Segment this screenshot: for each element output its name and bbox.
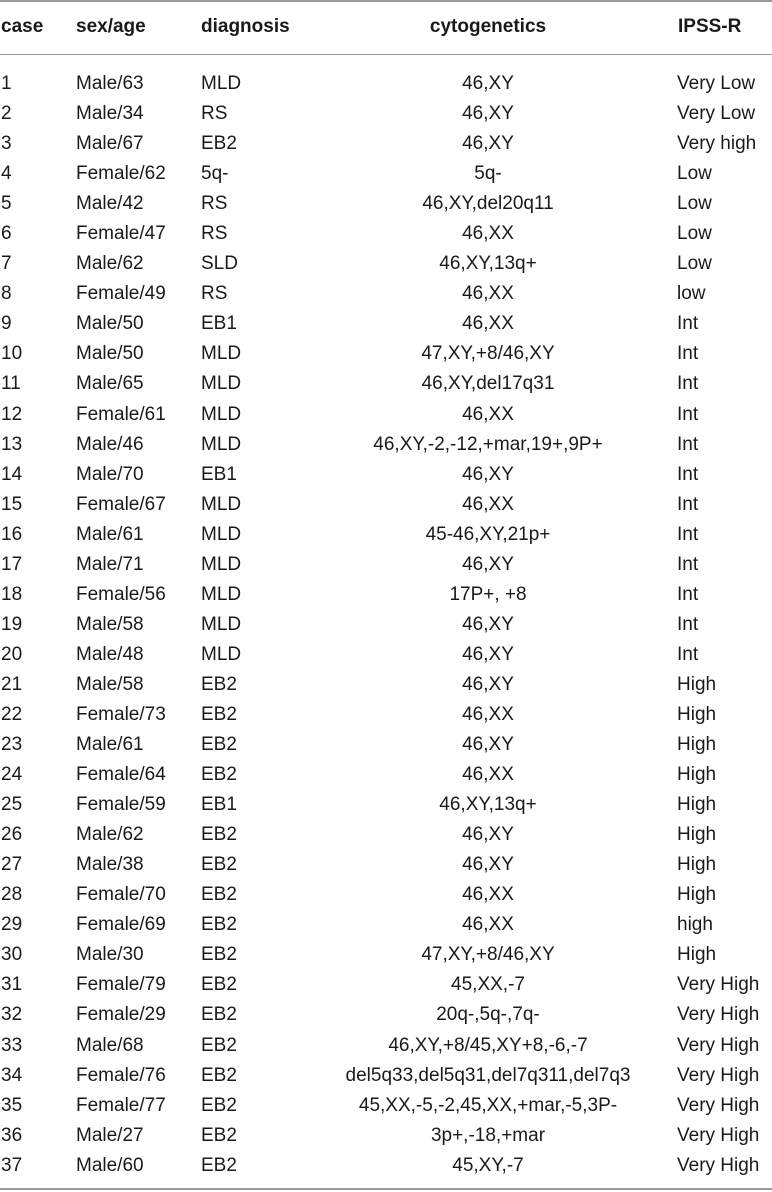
- cell-sex-age: Male/27: [76, 1124, 144, 1146]
- cell-case: 6: [1, 223, 12, 245]
- cell-case: 35: [1, 1094, 23, 1116]
- table-row: [0, 760, 772, 790]
- cell-cytogenetics: 46,XX: [462, 703, 514, 725]
- cell-case: 24: [1, 764, 23, 786]
- cell-cytogenetics: 46,XY: [462, 553, 514, 575]
- table-row: [0, 820, 772, 850]
- cell-case: 7: [1, 253, 12, 275]
- cell-diagnosis: EB2: [201, 1004, 237, 1026]
- cell-diagnosis: EB1: [201, 313, 237, 335]
- cell-diagnosis: EB2: [201, 854, 237, 876]
- cell-cytogenetics: 46,XY: [462, 133, 514, 155]
- cell-diagnosis: 5q-: [201, 163, 229, 185]
- cell-diagnosis: MLD: [201, 613, 242, 635]
- cell-diagnosis: RS: [201, 283, 228, 305]
- cell-sex-age: Female/64: [76, 764, 166, 786]
- cell-sex-age: Male/65: [76, 373, 144, 395]
- table-row: [0, 670, 772, 700]
- cell-ipss-r: Low: [677, 193, 712, 215]
- cell-case: 19: [1, 613, 23, 635]
- cell-case: 13: [1, 433, 23, 455]
- cell-sex-age: Male/34: [76, 103, 144, 125]
- cell-diagnosis: MLD: [201, 643, 242, 665]
- table-header-row: [0, 0, 772, 54]
- cell-sex-age: Female/73: [76, 703, 166, 725]
- cell-ipss-r: High: [677, 764, 717, 786]
- cell-cytogenetics: 46,XX: [462, 764, 514, 786]
- cell-diagnosis: MLD: [201, 493, 242, 515]
- cell-case: 5: [1, 193, 12, 215]
- cell-case: 30: [1, 944, 23, 966]
- cell-sex-age: Male/63: [76, 73, 144, 94]
- cell-case: 33: [1, 1034, 23, 1056]
- cell-diagnosis: EB2: [201, 1094, 237, 1116]
- cell-diagnosis: EB1: [201, 463, 237, 485]
- cell-cytogenetics: 46,XX: [462, 403, 514, 425]
- cell-case: 15: [1, 493, 23, 515]
- cell-sex-age: Male/71: [76, 553, 144, 575]
- table-row: [0, 189, 772, 219]
- cell-ipss-r: Int: [677, 643, 699, 665]
- cell-ipss-r: Int: [677, 463, 699, 485]
- cell-cytogenetics: 46,XX: [462, 283, 514, 305]
- cell-case: 32: [1, 1004, 23, 1026]
- cell-sex-age: Female/79: [76, 974, 166, 996]
- cell-case: 37: [1, 1154, 23, 1176]
- cell-sex-age: Female/76: [76, 1064, 166, 1086]
- table-row: [0, 369, 772, 399]
- table-row: [0, 970, 772, 1000]
- cell-ipss-r: High: [677, 884, 717, 906]
- table-row: [0, 610, 772, 640]
- table-row: [0, 520, 772, 550]
- cell-case: 17: [1, 553, 23, 575]
- cell-case: 9: [1, 313, 12, 335]
- cell-cytogenetics: 45,XY,-7: [452, 1154, 524, 1176]
- header-diagnosis: diagnosis: [201, 16, 290, 37]
- cell-cytogenetics: 46,XY: [462, 854, 514, 876]
- cell-sex-age: Female/29: [76, 1004, 166, 1026]
- cell-cytogenetics: 20q-,5q-,7q-: [436, 1004, 540, 1026]
- cell-diagnosis: RS: [201, 223, 228, 245]
- cell-sex-age: Male/58: [76, 673, 144, 695]
- table-row: [0, 99, 772, 129]
- cell-ipss-r: High: [677, 673, 717, 695]
- cell-sex-age: Male/58: [76, 613, 144, 635]
- cell-sex-age: Female/69: [76, 914, 166, 936]
- cell-cytogenetics: 46,XY: [462, 643, 514, 665]
- cell-diagnosis: MLD: [201, 433, 242, 455]
- cell-cytogenetics: 46,XY: [462, 734, 514, 756]
- table-body: [0, 69, 772, 1181]
- cell-case: 4: [1, 163, 12, 185]
- table-row: [0, 219, 772, 249]
- cell-sex-age: Male/62: [76, 824, 144, 846]
- cell-case: 16: [1, 523, 23, 545]
- cell-ipss-r: High: [677, 944, 717, 966]
- cell-ipss-r: Very High: [677, 1004, 760, 1026]
- cell-ipss-r: low: [677, 283, 706, 305]
- cell-cytogenetics: 46,XY: [462, 103, 514, 125]
- table-row: [0, 249, 772, 279]
- table-row: [0, 159, 772, 189]
- cell-case: 36: [1, 1124, 23, 1146]
- cell-diagnosis: MLD: [201, 373, 242, 395]
- cell-cytogenetics: 46,XX: [462, 493, 514, 515]
- cell-ipss-r: Low: [677, 223, 712, 245]
- table-row: [0, 910, 772, 940]
- cell-sex-age: Male/30: [76, 944, 144, 966]
- cell-cytogenetics: 45,XX,-5,-2,45,XX,+mar,-5,3P-: [358, 1094, 618, 1116]
- cell-cytogenetics: 5q-: [474, 163, 502, 185]
- table-row: [0, 880, 772, 910]
- cell-sex-age: Male/50: [76, 343, 144, 365]
- cell-cytogenetics: 47,XY,+8/46,XY: [421, 944, 555, 966]
- cell-ipss-r: Low: [677, 163, 712, 185]
- cell-case: 20: [1, 643, 23, 665]
- table-row: [0, 850, 772, 880]
- cell-cytogenetics: 46,XY,del17q31: [421, 373, 555, 395]
- table-row: [0, 1061, 772, 1091]
- table-row: [0, 400, 772, 430]
- cell-diagnosis: EB2: [201, 673, 237, 695]
- cell-sex-age: Female/61: [76, 403, 166, 425]
- cell-ipss-r: Int: [677, 553, 699, 575]
- cell-sex-age: Male/61: [76, 734, 144, 756]
- cell-diagnosis: RS: [201, 103, 228, 125]
- cell-case: 25: [1, 794, 23, 816]
- cell-cytogenetics: 46,XY,13q+: [439, 253, 537, 275]
- cell-cytogenetics: 46,XY,-2,-12,+mar,19+,9P+: [373, 433, 603, 455]
- cell-cytogenetics: 3p+,-18,+mar: [430, 1124, 546, 1146]
- cell-ipss-r: Very Low: [677, 73, 756, 94]
- cell-cytogenetics: del5q33,del5q31,del7q311,del7q3: [345, 1064, 631, 1086]
- table-row: [0, 1031, 772, 1061]
- table-row: [0, 129, 772, 159]
- cell-ipss-r: Int: [677, 523, 699, 545]
- table-row: [0, 550, 772, 580]
- cell-ipss-r: Very High: [677, 1034, 760, 1056]
- cell-ipss-r: High: [677, 824, 717, 846]
- table-row: [0, 309, 772, 339]
- cell-cytogenetics: 46,XX: [462, 313, 514, 335]
- cell-case: 14: [1, 463, 23, 485]
- cell-ipss-r: Int: [677, 613, 699, 635]
- header-ipss-r: IPSS-R: [678, 16, 742, 37]
- table-row: [0, 339, 772, 369]
- header-sex-age: sex/age: [76, 16, 146, 37]
- cell-cytogenetics: 45-46,XY,21p+: [425, 523, 551, 545]
- cell-cytogenetics: 46,XY: [462, 824, 514, 846]
- table-row: [0, 1000, 772, 1030]
- cell-ipss-r: High: [677, 734, 717, 756]
- cell-diagnosis: EB1: [201, 794, 237, 816]
- cell-case: 8: [1, 283, 12, 305]
- cell-ipss-r: Int: [677, 343, 699, 365]
- cell-ipss-r: Int: [677, 493, 699, 515]
- cell-diagnosis: EB2: [201, 824, 237, 846]
- cell-case: 31: [1, 974, 23, 996]
- cell-diagnosis: EB2: [201, 1154, 237, 1176]
- cell-diagnosis: EB2: [201, 944, 237, 966]
- cell-cytogenetics: 46,XY,+8/45,XY+8,-6,-7: [388, 1034, 588, 1056]
- header-case: case: [1, 16, 44, 37]
- cell-ipss-r: high: [677, 914, 713, 936]
- cell-cytogenetics: 46,XY: [462, 673, 514, 695]
- cell-sex-age: Male/50: [76, 313, 144, 335]
- cell-ipss-r: Int: [677, 373, 699, 395]
- cell-diagnosis: MLD: [201, 73, 242, 94]
- table-row: [0, 640, 772, 670]
- cell-case: 18: [1, 583, 23, 605]
- cell-sex-age: Male/38: [76, 854, 144, 876]
- cell-case: 29: [1, 914, 23, 936]
- cell-sex-age: Female/47: [76, 223, 166, 245]
- cell-cytogenetics: 46,XX: [462, 884, 514, 906]
- cell-diagnosis: EB2: [201, 1034, 237, 1056]
- table-row: [0, 700, 772, 730]
- header-cytogenetics: cytogenetics: [429, 16, 547, 37]
- cell-sex-age: Female/59: [76, 794, 166, 816]
- cell-cytogenetics: 45,XX,-7: [451, 974, 525, 996]
- cell-sex-age: Female/56: [76, 583, 166, 605]
- cell-case: 21: [1, 673, 23, 695]
- cell-case: 28: [1, 884, 23, 906]
- cell-cytogenetics: 46,XY: [462, 463, 514, 485]
- cell-sex-age: Male/67: [76, 133, 144, 155]
- cell-diagnosis: EB2: [201, 734, 237, 756]
- cell-ipss-r: High: [677, 794, 717, 816]
- cell-ipss-r: Very High: [677, 1094, 760, 1116]
- cell-ipss-r: Int: [677, 433, 699, 455]
- cell-diagnosis: MLD: [201, 553, 242, 575]
- table-row: [0, 1091, 772, 1121]
- cell-cytogenetics: 17P+, +8: [449, 583, 527, 605]
- cell-cytogenetics: 46,XX: [462, 223, 514, 245]
- table-row: [0, 490, 772, 520]
- table-row: [0, 430, 772, 460]
- cell-case: 27: [1, 854, 23, 876]
- cell-diagnosis: EB2: [201, 1064, 237, 1086]
- cell-ipss-r: Very high: [677, 133, 757, 155]
- cell-diagnosis: MLD: [201, 403, 242, 425]
- cell-sex-age: Female/49: [76, 283, 166, 305]
- cell-diagnosis: EB2: [201, 703, 237, 725]
- cell-case: 11: [1, 373, 21, 395]
- cell-ipss-r: Int: [677, 403, 699, 425]
- cell-ipss-r: Int: [677, 313, 699, 335]
- table-row: [0, 69, 772, 99]
- cell-sex-age: Male/46: [76, 433, 144, 455]
- cell-ipss-r: Low: [677, 253, 712, 275]
- cell-sex-age: Female/62: [76, 163, 166, 185]
- cell-case: 1: [1, 73, 12, 94]
- cell-ipss-r: Int: [677, 583, 699, 605]
- cell-diagnosis: EB2: [201, 914, 237, 936]
- cell-sex-age: Female/67: [76, 493, 166, 515]
- cell-sex-age: Male/70: [76, 463, 144, 485]
- cell-sex-age: Female/77: [76, 1094, 166, 1116]
- cell-case: 23: [1, 734, 23, 756]
- cell-ipss-r: Very High: [677, 1124, 760, 1146]
- cell-diagnosis: EB2: [201, 1124, 237, 1146]
- cell-diagnosis: MLD: [201, 343, 242, 365]
- table-row: [0, 279, 772, 309]
- cell-ipss-r: High: [677, 703, 717, 725]
- cell-diagnosis: EB2: [201, 974, 237, 996]
- cell-sex-age: Male/60: [76, 1154, 144, 1176]
- cell-ipss-r: Very Low: [677, 103, 756, 125]
- cell-cytogenetics: 47,XY,+8/46,XY: [421, 343, 555, 365]
- table-row: [0, 1121, 772, 1151]
- cell-ipss-r: Very High: [677, 1154, 760, 1176]
- table-row: [0, 940, 772, 970]
- cell-cytogenetics: 46,XY: [462, 613, 514, 635]
- cell-case: 3: [1, 133, 12, 155]
- cell-sex-age: Male/48: [76, 643, 144, 665]
- cell-case: 34: [1, 1064, 23, 1086]
- table-row: [0, 730, 772, 760]
- cell-case: 12: [1, 403, 23, 425]
- table-row: [0, 460, 772, 490]
- header-rule: [0, 54, 772, 55]
- table-row: [0, 790, 772, 820]
- table-row: [0, 580, 772, 610]
- cell-diagnosis: RS: [201, 193, 228, 215]
- cell-cytogenetics: 46,XY,del20q11: [422, 193, 554, 215]
- cell-ipss-r: High: [677, 854, 717, 876]
- cell-diagnosis: MLD: [201, 583, 242, 605]
- cell-diagnosis: EB2: [201, 133, 237, 155]
- cell-diagnosis: MLD: [201, 523, 242, 545]
- cell-sex-age: Female/70: [76, 884, 166, 906]
- cell-case: 22: [1, 703, 23, 725]
- cell-ipss-r: Very High: [677, 974, 760, 996]
- cell-diagnosis: EB2: [201, 884, 237, 906]
- cell-case: 10: [1, 343, 23, 365]
- cell-sex-age: Male/61: [76, 523, 144, 545]
- cell-cytogenetics: 46,XY: [462, 73, 514, 94]
- cell-sex-age: Male/68: [76, 1034, 144, 1056]
- cell-cytogenetics: 46,XX: [462, 914, 514, 936]
- cell-case: 2: [1, 103, 12, 125]
- cell-case: 26: [1, 824, 23, 846]
- cell-cytogenetics: 46,XY,13q+: [439, 794, 537, 816]
- table-row: [0, 1151, 772, 1181]
- cell-diagnosis: EB2: [201, 764, 237, 786]
- bottom-rule: [0, 1188, 772, 1190]
- cell-diagnosis: SLD: [201, 253, 238, 275]
- cell-sex-age: Male/42: [76, 193, 144, 215]
- cell-ipss-r: Very High: [677, 1064, 760, 1086]
- cell-sex-age: Male/62: [76, 253, 144, 275]
